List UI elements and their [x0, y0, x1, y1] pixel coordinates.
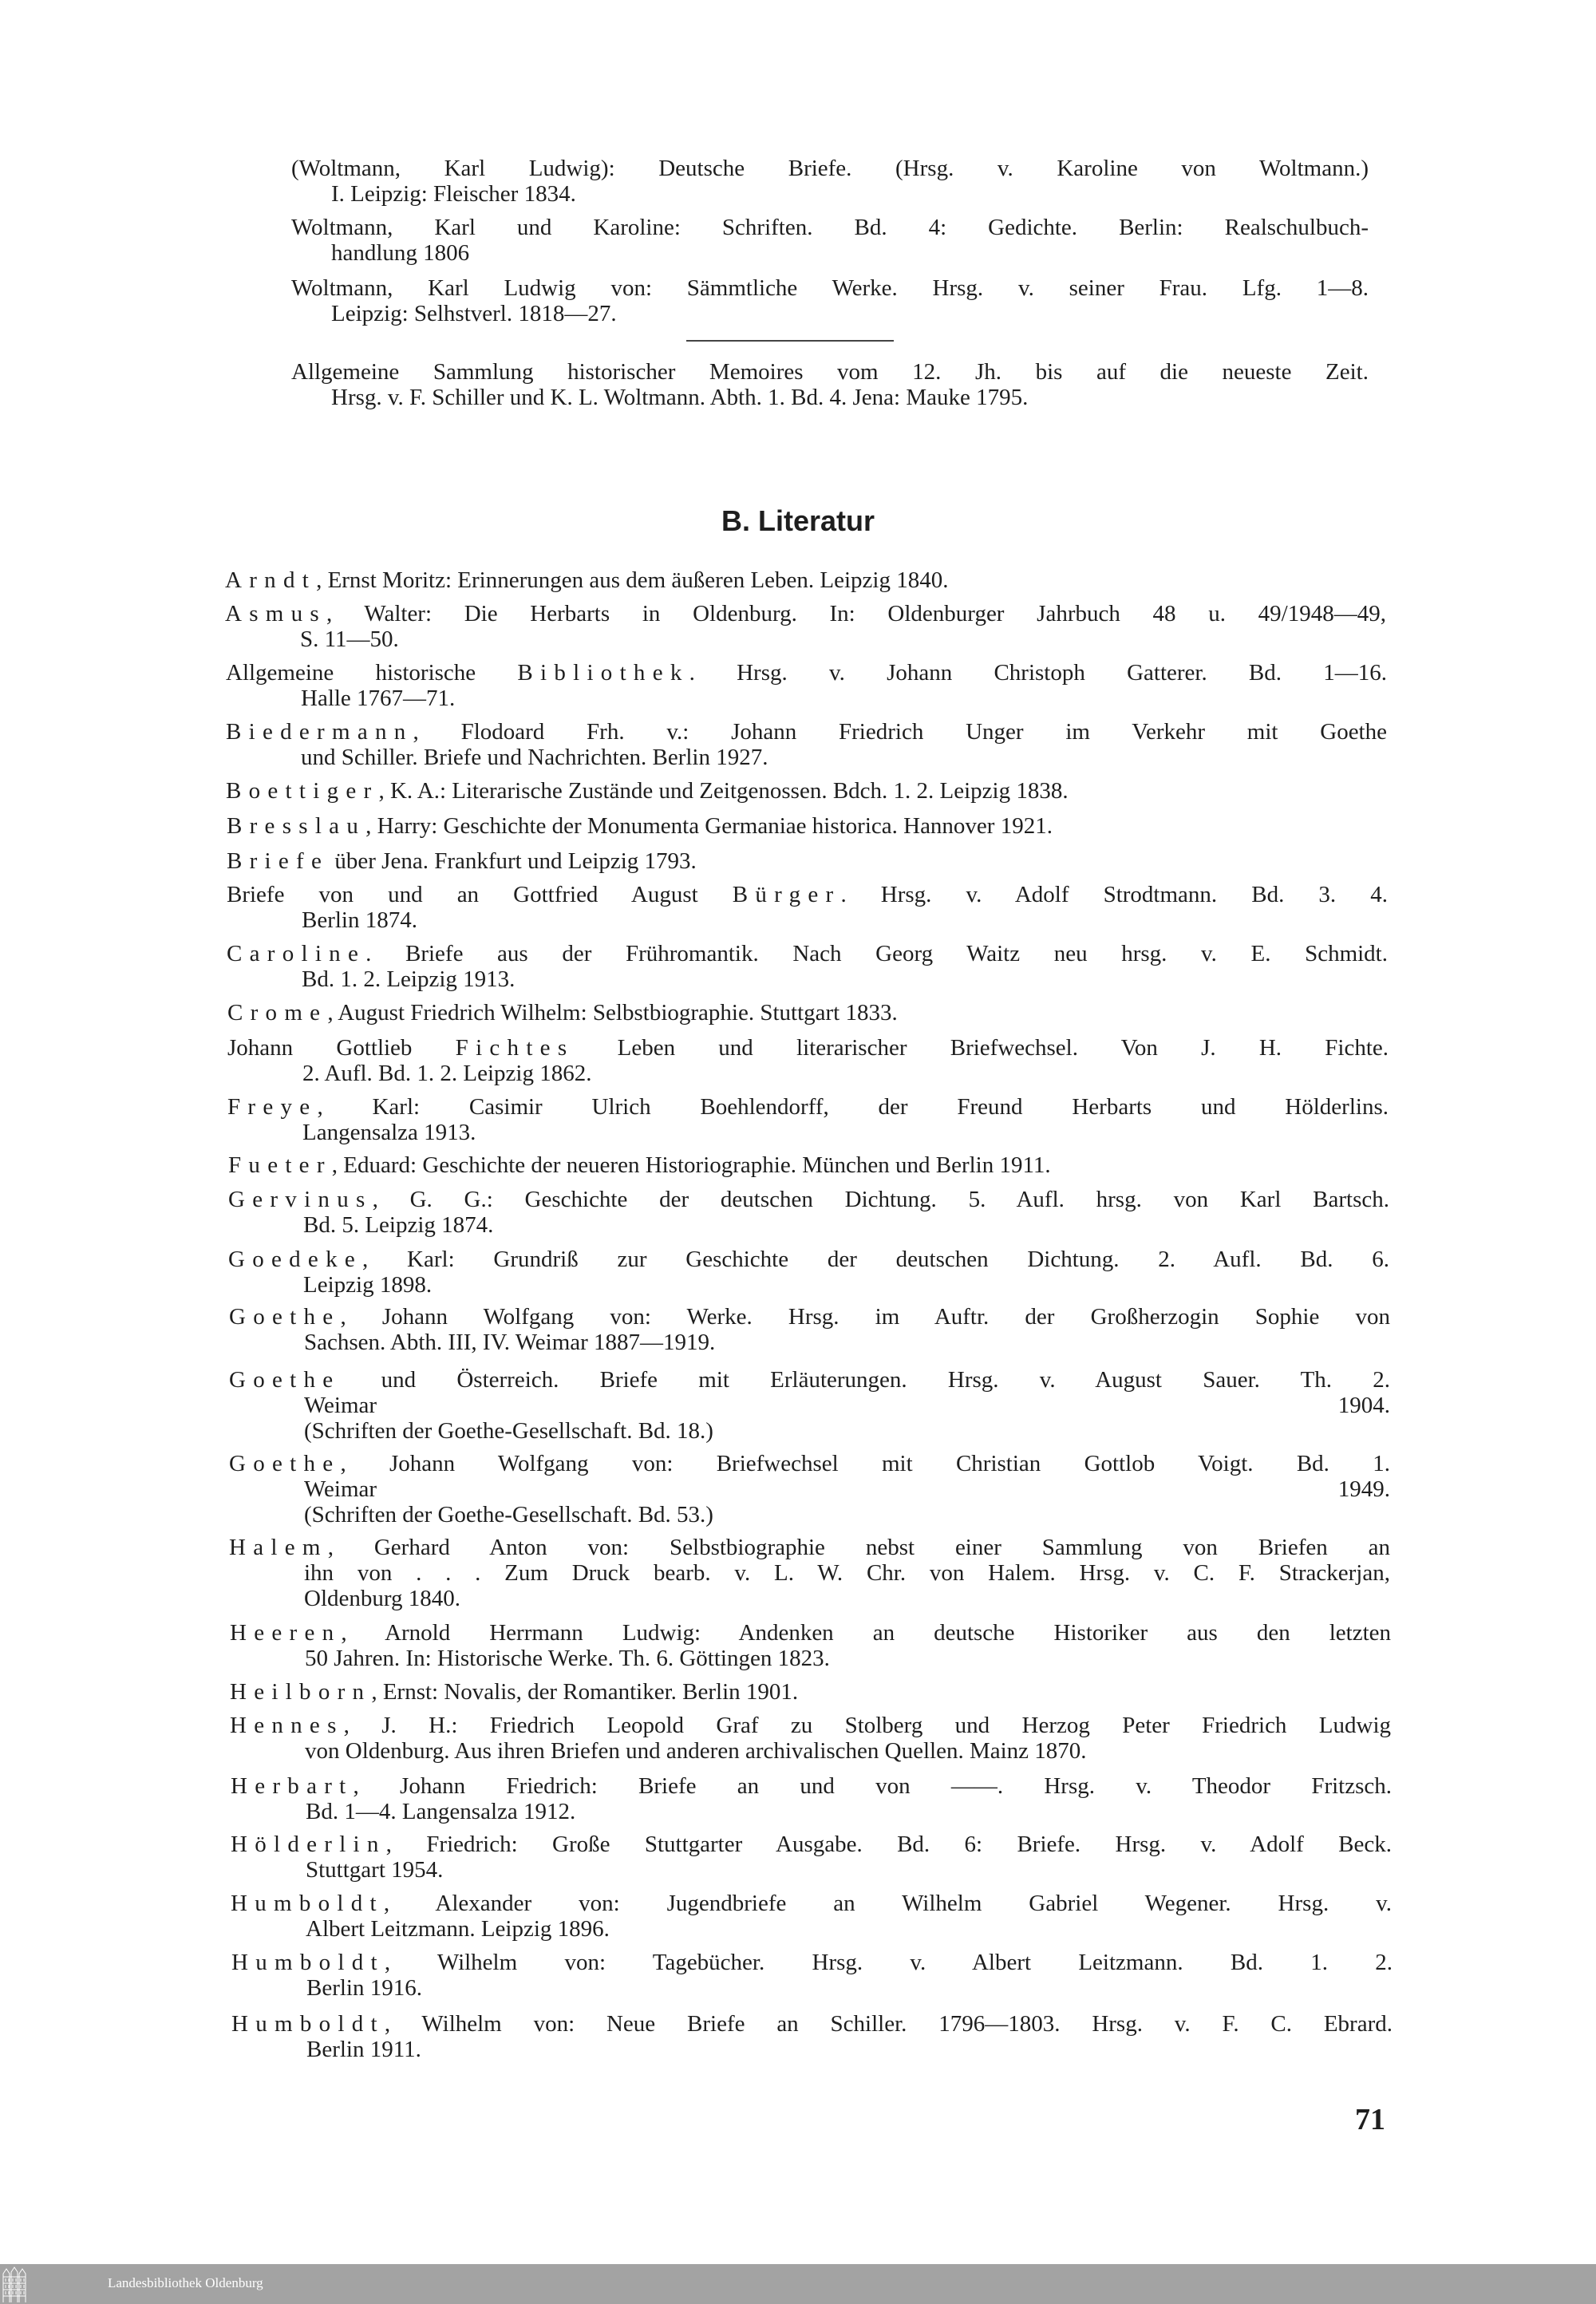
bibliography-entry [231, 1773, 1392, 1824]
entry-first-line [226, 719, 1387, 745]
entry-line: und Schiller. Briefe und Nachrichten. Berlin 1927. [301, 745, 768, 770]
entry-first-line [225, 601, 1386, 626]
entry-line: Bd. 1—4. Langensalza 1912. [306, 1799, 576, 1824]
entry-line: S. 11—50. [300, 626, 399, 652]
entry-first-line [228, 1247, 1389, 1272]
entry-first-line [230, 1679, 1391, 1705]
entry-text: . Briefe aus der Frühromantik. Nach Georg Waitz neu hrsg. v. E. Schmidt. [365, 941, 1388, 966]
bibliography-entry [225, 567, 1386, 593]
bibliography-entry [230, 1713, 1391, 1764]
entry-line: Stuttgart 1954. [306, 1857, 444, 1883]
bibliography-entry [225, 601, 1386, 652]
footer-library-label: Landesbibliothek Oldenburg [108, 2275, 263, 2290]
entry-first-line [229, 1451, 1390, 1476]
entry-author-spaced: Halem [229, 1535, 328, 1560]
entry-text: , Johann Wolfgang von: Werke. Hrsg. im Auftr. der Großherzogin Sophie von [340, 1304, 1390, 1330]
entry-author-spaced: Briefe [227, 848, 330, 874]
entry-author-spaced: Humboldt [231, 1950, 385, 1975]
entry-first-line [230, 1620, 1391, 1646]
bibliography-entry [229, 1367, 1390, 1444]
entry-first-line [228, 1152, 1389, 1178]
entry-text: , Walter: Die Herbarts in Oldenburg. In: Oldenburger Jahrbuch 48 u. 49/1948—49, [326, 601, 1386, 626]
entry-author-spaced: Heeren [230, 1620, 342, 1646]
bibliography-entry [231, 1832, 1392, 1883]
entry-first-line [231, 1773, 1392, 1799]
entry-line: von Oldenburg. Aus ihren Briefen und anderen archivalischen Quellen. Mainz 1870. [305, 1738, 1087, 1764]
entry-line: Langensalza 1913. [302, 1120, 476, 1145]
entry-text: , Flodoard Frh. v.: Johann Friedrich Unger im Verkehr mit Goethe [413, 719, 1387, 745]
entry-author-spaced: Gervinus [228, 1187, 373, 1212]
bibliography-entry [227, 882, 1388, 933]
entry-first-line [230, 1713, 1391, 1738]
entry-author-spaced: Bibliothek [517, 660, 689, 686]
entry-first-line [231, 1832, 1392, 1857]
entry-line: Berlin 1874. [302, 907, 417, 933]
entry-first-line [229, 1535, 1390, 1560]
bibliography-entry [226, 778, 1387, 804]
entry-text: Leben und literarischer Briefwechsel. Von J. H. Fichte. [574, 1035, 1389, 1061]
entry-author-spaced: Humboldt [231, 2011, 385, 2037]
entry-prefix: Johann Gottlieb [227, 1035, 456, 1061]
entry-first-line [227, 1094, 1389, 1120]
bibliography-entry [229, 1535, 1390, 1611]
entry-text: , Ernst: Novalis, der Romantiker. Berlin 1901. [371, 1679, 799, 1705]
entry-author-spaced: Freye [227, 1094, 318, 1120]
entry-text: , Ernst Moritz: Erinnerungen aus dem äußeren Leben. Leipzig 1840. [316, 567, 949, 593]
entry-line: Halle 1767—71. [301, 686, 456, 711]
entry-prefix: Allgemeine historische [226, 660, 518, 686]
entry-line: Leipzig 1898. [303, 1272, 433, 1298]
entry-author-spaced: Heilborn [230, 1679, 372, 1705]
entry-text: , G. G.: Geschichte der deutschen Dichtung. 5. Aufl. hrsg. von Karl Bartsch. [372, 1187, 1389, 1212]
entry-author-spaced: Caroline [227, 941, 366, 966]
bibliography-entry [227, 848, 1388, 874]
entry-line: 2. Aufl. Bd. 1. 2. Leipzig 1862. [302, 1061, 592, 1086]
entry-text: und Österreich. Briefe mit Erläuterungen. Hrsg. v. August Sauer. Th. 2. [340, 1367, 1390, 1393]
entry-first-line [227, 941, 1388, 966]
entry-author-spaced: Hennes [230, 1713, 344, 1738]
entry-author-spaced: Herbart [231, 1773, 354, 1799]
entry-first-line [226, 660, 1387, 686]
entry-text: , Johann Wolfgang von: Briefwechsel mit Christian Gottlob Voigt. Bd. 1. [340, 1451, 1390, 1476]
entry-first-line [226, 778, 1387, 804]
entry-author-spaced: Goethe [229, 1304, 341, 1330]
entry-line: Woltmann, Karl Ludwig von: Sämmtliche Werke. Hrsg. v. seiner Frau. Lfg. 1—8. [291, 275, 1369, 301]
entry-first-line [231, 1891, 1392, 1916]
entry-first-line [227, 848, 1388, 874]
entry-line: Leipzig: Selhstverl. 1818—27. [331, 301, 617, 326]
entry-first-line [231, 1950, 1393, 1975]
entry-text: , Harry: Geschichte der Monumenta Germaniae historica. Hannover 1921. [365, 813, 1053, 839]
entry-line: (Schriften der Goethe-Gesellschaft. Bd. 18.) [304, 1418, 713, 1444]
entry-line: Allgemeine Sammlung historischer Memoires vom 12. Jh. bis auf die neueste Zeit. [291, 359, 1369, 385]
entry-first-line [227, 813, 1388, 839]
entry-line: ihn von . . . Zum Druck bearb. v. L. W. Chr. von Halem. Hrsg. v. C. F. Strackerjan, [304, 1560, 1390, 1586]
entry-line: Weimar 1949. [304, 1476, 1390, 1502]
entry-author-spaced: Fichtes [455, 1035, 575, 1061]
entry-line: I. Leipzig: Fleischer 1834. [331, 181, 576, 207]
entry-text: , Wilhelm von: Tagebücher. Hrsg. v. Albert Leitzmann. Bd. 1. 2. [384, 1950, 1393, 1975]
entry-text: , Alexander von: Jugendbriefe an Wilhelm Gabriel Wegener. Hrsg. v. [383, 1891, 1392, 1916]
bibliography-entry [231, 1891, 1392, 1942]
entry-author-spaced: Goethe [229, 1367, 341, 1393]
entry-text: . Hrsg. v. Johann Christoph Gatterer. Bd. 1—16. [689, 660, 1387, 686]
bibliography-entry [231, 2011, 1393, 2062]
entry-first-line [227, 1000, 1389, 1026]
entry-text: , Eduard: Geschichte der neueren Historiographie. München und Berlin 1911. [331, 1152, 1051, 1178]
bibliography-entry [230, 1620, 1391, 1671]
bibliography-entry [230, 1679, 1391, 1705]
entry-line: Sachsen. Abth. III, IV. Weimar 1887—1919. [304, 1330, 716, 1355]
bibliography-entry [229, 1304, 1390, 1355]
entry-line: Albert Leitzmann. Leipzig 1896. [306, 1916, 610, 1942]
entry-line: Weimar 1904. [304, 1393, 1390, 1418]
entry-line: handlung 1806 [331, 240, 470, 266]
footer-bar [0, 2264, 1596, 2304]
entry-first-line [225, 567, 1386, 593]
entry-author-spaced: Asmus [225, 601, 326, 626]
entry-first-line [227, 1035, 1389, 1061]
entry-prefix: Briefe von und an Gottfried August [227, 882, 733, 907]
bibliography-entry [291, 215, 1369, 266]
entry-author-spaced: Crome [227, 1000, 328, 1026]
entry-line: 50 Jahren. In: Historische Werke. Th. 6. Göttingen 1823. [305, 1646, 830, 1671]
section-divider [686, 340, 894, 342]
entry-text: , Friedrich: Große Stuttgarter Ausgabe. Bd. 6: Briefe. Hrsg. v. Adolf Beck. [385, 1832, 1392, 1857]
bibliography-entry [291, 275, 1369, 326]
bibliography-entry [226, 660, 1387, 711]
bibliography-entry [228, 1152, 1389, 1178]
entry-line: Bd. 5. Leipzig 1874. [303, 1212, 494, 1238]
entry-author-spaced: Bürger [732, 882, 841, 907]
bibliography-entry [226, 719, 1387, 770]
entry-line: (Schriften der Goethe-Gesellschaft. Bd. 53.) [304, 1502, 713, 1527]
bibliography-entry [291, 156, 1369, 207]
entry-line: Berlin 1916. [306, 1975, 422, 2001]
entry-text: über Jena. Frankfurt und Leipzig 1793. [329, 848, 697, 874]
entry-text: . Hrsg. v. Adolf Strodtmann. Bd. 3. 4. [840, 882, 1388, 907]
bibliography-entry [229, 1451, 1390, 1527]
entry-line: (Woltmann, Karl Ludwig): Deutsche Briefe. (Hrsg. v. Karoline von Woltmann.) [291, 156, 1369, 181]
entry-line: Hrsg. v. F. Schiller und K. L. Woltmann. Abth. 1. Bd. 4. Jena: Mauke 1795. [331, 385, 1029, 410]
entry-line: Woltmann, Karl und Karoline: Schriften. Bd. 4: Gedichte. Berlin: Realschulbuch- [291, 215, 1369, 240]
entry-author-spaced: Bresslau [227, 813, 366, 839]
bibliography-entry [228, 1247, 1389, 1298]
entry-author-spaced: Goedeke [228, 1247, 363, 1272]
entry-text: , K. A.: Literarische Zustände und Zeitgenossen. Bdch. 1. 2. Leipzig 1838. [378, 778, 1069, 804]
section-title: B. Literatur [721, 504, 875, 537]
bibliography-entry [227, 1094, 1389, 1145]
bibliography-entry [291, 359, 1369, 410]
bibliography-entry [231, 1950, 1393, 2001]
entry-text: , Wilhelm von: Neue Briefe an Schiller. 1796—1803. Hrsg. v. F. C. Ebrard. [384, 2011, 1393, 2037]
entry-line: Oldenburg 1840. [304, 1586, 461, 1611]
entry-author-spaced: Hölderlin [231, 1832, 386, 1857]
entry-first-line [231, 2011, 1393, 2037]
entry-text: , Karl: Casimir Ulrich Boehlendorff, der Freund Herbarts und Hölderlins. [317, 1094, 1389, 1120]
entry-first-line [227, 882, 1388, 907]
entry-line: Berlin 1911. [306, 2037, 421, 2062]
entry-text: , Arnold Herrmann Ludwig: Andenken an deutsche Historiker aus den letzten [341, 1620, 1391, 1646]
entry-text: , Gerhard Anton von: Selbstbiographie nebst einer Sammlung von Briefen an [327, 1535, 1390, 1560]
entry-author-spaced: Arndt [225, 567, 317, 593]
entry-first-line [229, 1367, 1390, 1393]
entry-author-spaced: Humboldt [231, 1891, 384, 1916]
bibliography-entry [227, 1000, 1389, 1026]
entry-line: Bd. 1. 2. Leipzig 1913. [302, 966, 516, 992]
entry-text: , Karl: Grundriß zur Geschichte der deutschen Dichtung. 2. Aufl. Bd. 6. [362, 1247, 1389, 1272]
entry-author-spaced: Goethe [229, 1451, 341, 1476]
entry-author-spaced: Fueter [228, 1152, 332, 1178]
bibliography-entry [228, 1187, 1389, 1238]
entry-text: , J. H.: Friedrich Leopold Graf zu Stolberg und Herzog Peter Friedrich Ludwig [343, 1713, 1391, 1738]
entry-author-spaced: Biedermann [226, 719, 413, 745]
entry-first-line [229, 1304, 1390, 1330]
bibliography-entry [227, 941, 1388, 992]
entry-first-line [228, 1187, 1389, 1212]
entry-text: , Johann Friedrich: Briefe an und von ——. Hrsg. v. Theodor Fritzsch. [353, 1773, 1392, 1799]
bibliography-entry [227, 813, 1388, 839]
entry-author-spaced: Boettiger [226, 778, 379, 804]
page-number: 71 [1355, 2103, 1385, 2136]
bibliography-entry [227, 1035, 1389, 1086]
entry-text: , August Friedrich Wilhelm: Selbstbiographie. Stuttgart 1833. [327, 1000, 898, 1026]
library-building-icon [2, 2266, 27, 2302]
